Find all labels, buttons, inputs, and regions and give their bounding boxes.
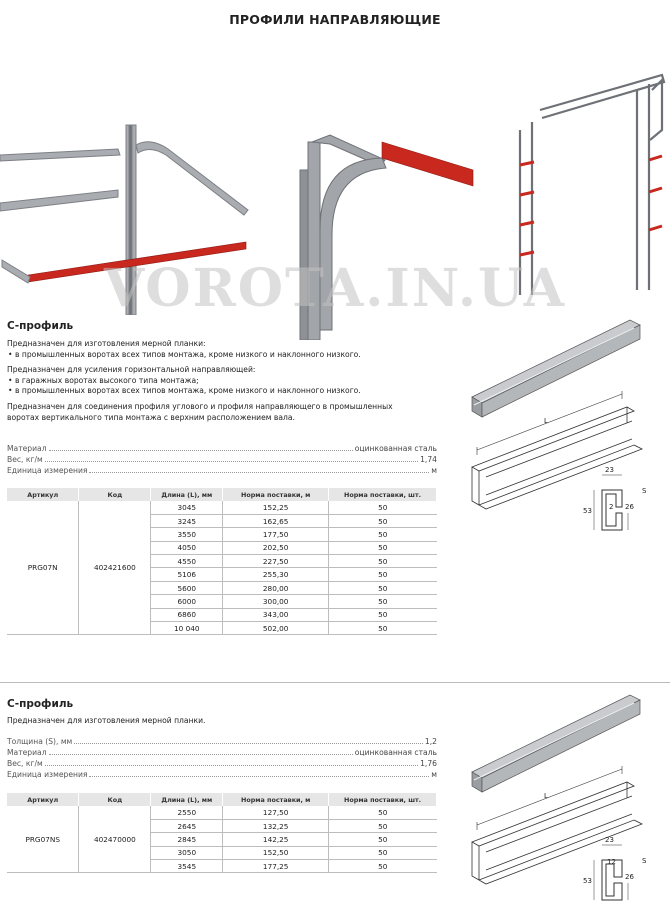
dim-height: 53 <box>583 877 592 885</box>
length-cell: 2845 <box>151 833 223 846</box>
norm-pcs-cell: 50 <box>329 568 437 581</box>
article-cell: PRG07N <box>7 501 79 635</box>
length-label: L <box>544 417 548 425</box>
section-divider <box>0 682 670 683</box>
norm-m-cell: 502,00 <box>223 622 329 635</box>
profile-rail-3d-image <box>472 320 640 417</box>
col-header-length: Длина (L), мм <box>151 488 223 501</box>
norm-m-cell: 177,50 <box>223 528 329 541</box>
dim-lip: 26 <box>625 873 634 881</box>
norm-m-cell: 142,25 <box>223 833 329 846</box>
length-cell: 3045 <box>151 501 223 514</box>
norm-m-cell: 300,00 <box>223 595 329 608</box>
norm-pcs-cell: 50 <box>329 860 437 873</box>
norm-m-cell: 152,50 <box>223 846 329 859</box>
norm-pcs-cell: 50 <box>329 833 437 846</box>
table-row <box>7 806 437 819</box>
property-value: 1,2 <box>424 737 437 746</box>
col-header-norm-pcs: Норма поставки, шт. <box>329 793 437 806</box>
dim-lip: 26 <box>625 503 634 511</box>
dim-thickness: S <box>642 857 647 865</box>
desc-bullet: • в промышленных воротах всех типов монтажа, кроме низкого и наклонного низкого. <box>7 350 447 361</box>
col-header-length: Длина (L), мм <box>151 793 223 806</box>
section-1-title: С-профиль <box>7 320 74 332</box>
length-cell: 4050 <box>151 541 223 554</box>
col-header-norm-m: Норма поставки, м <box>223 793 329 806</box>
property-value: оцинкованная сталь <box>354 444 437 453</box>
norm-pcs-cell: 50 <box>329 806 437 819</box>
length-cell: 2550 <box>151 806 223 819</box>
desc-bullet: • в гаражных воротах высокого типа монтажа; <box>7 376 447 387</box>
section-1-profile-drawing <box>462 315 662 540</box>
code-cell: 402470000 <box>79 806 151 873</box>
desc-bullet: • в промышленных воротах всех типов монтажа, кроме низкого и наклонного низкого. <box>7 386 447 397</box>
code-cell: 402421600 <box>79 501 151 635</box>
norm-pcs-cell: 50 <box>329 846 437 859</box>
section-2-table <box>7 793 437 873</box>
col-header-norm-pcs: Норма поставки, шт. <box>329 488 437 501</box>
col-header-code: Код <box>79 488 151 501</box>
norm-pcs-cell: 50 <box>329 514 437 527</box>
norm-pcs-cell: 50 <box>329 581 437 594</box>
length-label: L <box>544 792 548 800</box>
property-row <box>7 466 437 477</box>
norm-pcs-cell: 50 <box>329 608 437 621</box>
length-cell: 5106 <box>151 568 223 581</box>
property-value: 1,74 <box>420 455 437 464</box>
norm-m-cell: 227,50 <box>223 555 329 568</box>
page-title: ПРОФИЛИ НАПРАВЛЯЮЩИЕ <box>229 12 441 27</box>
desc-lead: Предназначен для изготовления мерной планки. <box>7 716 206 725</box>
length-cell: 3550 <box>151 528 223 541</box>
property-value: оцинкованная сталь <box>354 748 437 757</box>
watermark: VOROTA.IN.UA <box>103 258 567 319</box>
property-label: Материал <box>7 748 47 757</box>
norm-m-cell: 343,00 <box>223 608 329 621</box>
cross-section-drawing <box>594 845 628 900</box>
property-row <box>7 737 437 748</box>
profile-rail-3d-image <box>472 695 640 792</box>
length-cell: 6000 <box>151 595 223 608</box>
col-header-article: Артикул <box>7 793 79 806</box>
norm-pcs-cell: 50 <box>329 541 437 554</box>
property-row <box>7 444 437 455</box>
col-header-article: Артикул <box>7 488 79 501</box>
property-row <box>7 759 437 770</box>
length-cell: 10 040 <box>151 622 223 635</box>
property-value: м <box>431 770 437 779</box>
norm-m-cell: 280,00 <box>223 581 329 594</box>
table-row <box>7 501 437 514</box>
norm-m-cell: 255,30 <box>223 568 329 581</box>
dim-thickness: S <box>642 487 647 495</box>
property-row <box>7 770 437 781</box>
length-cell: 4550 <box>151 555 223 568</box>
length-cell: 3245 <box>151 514 223 527</box>
section-2-profile-drawing <box>462 690 662 908</box>
property-row <box>7 455 437 466</box>
property-label: Материал <box>7 444 47 453</box>
norm-pcs-cell: 50 <box>329 595 437 608</box>
norm-pcs-cell: 50 <box>329 501 437 514</box>
col-header-norm-m: Норма поставки, м <box>223 488 329 501</box>
length-cell: 5600 <box>151 581 223 594</box>
property-value: 1,76 <box>420 759 437 768</box>
norm-m-cell: 202,50 <box>223 541 329 554</box>
col-header-code: Код <box>79 793 151 806</box>
dim-gap: 12 <box>607 858 616 866</box>
section-2-title: С-профиль <box>7 698 74 710</box>
desc-lead: Предназначен для соединения профиля углового и профиля направляющего в промышленных воротах вертикального типа монтажа с верхним расположением вала. <box>7 401 393 422</box>
section-2-description <box>7 716 447 727</box>
dim-width: 23 <box>605 836 614 844</box>
section-2-properties <box>7 737 437 781</box>
dim-gap: 2 <box>609 503 614 511</box>
dim-width: 23 <box>605 466 614 474</box>
property-label: Единица измерения <box>7 466 88 475</box>
norm-pcs-cell: 50 <box>329 555 437 568</box>
property-value: м <box>431 466 437 475</box>
section-1-description <box>7 339 447 423</box>
section-1-table <box>7 488 437 635</box>
length-cell: 3050 <box>151 846 223 859</box>
norm-m-cell: 177,25 <box>223 860 329 873</box>
norm-pcs-cell: 50 <box>329 528 437 541</box>
desc-lead: Предназначен для изготовления мерной планки: <box>7 339 206 348</box>
norm-m-cell: 152,25 <box>223 501 329 514</box>
property-label: Единица измерения <box>7 770 88 779</box>
norm-pcs-cell: 50 <box>329 819 437 832</box>
norm-m-cell: 162,65 <box>223 514 329 527</box>
desc-lead: Предназначен для усиления горизонтальной направляющей: <box>7 365 256 375</box>
length-cell: 6860 <box>151 608 223 621</box>
norm-m-cell: 127,50 <box>223 806 329 819</box>
norm-pcs-cell: 50 <box>329 622 437 635</box>
property-label: Вес, кг/м <box>7 455 43 464</box>
article-cell: PRG07NS <box>7 806 79 873</box>
property-label: Толщина (S), мм <box>7 737 73 746</box>
property-row <box>7 748 437 759</box>
length-cell: 2645 <box>151 819 223 832</box>
dim-height: 53 <box>583 507 592 515</box>
norm-m-cell: 132,25 <box>223 819 329 832</box>
length-cell: 3545 <box>151 860 223 873</box>
property-label: Вес, кг/м <box>7 759 43 768</box>
section-1-properties <box>7 444 437 477</box>
